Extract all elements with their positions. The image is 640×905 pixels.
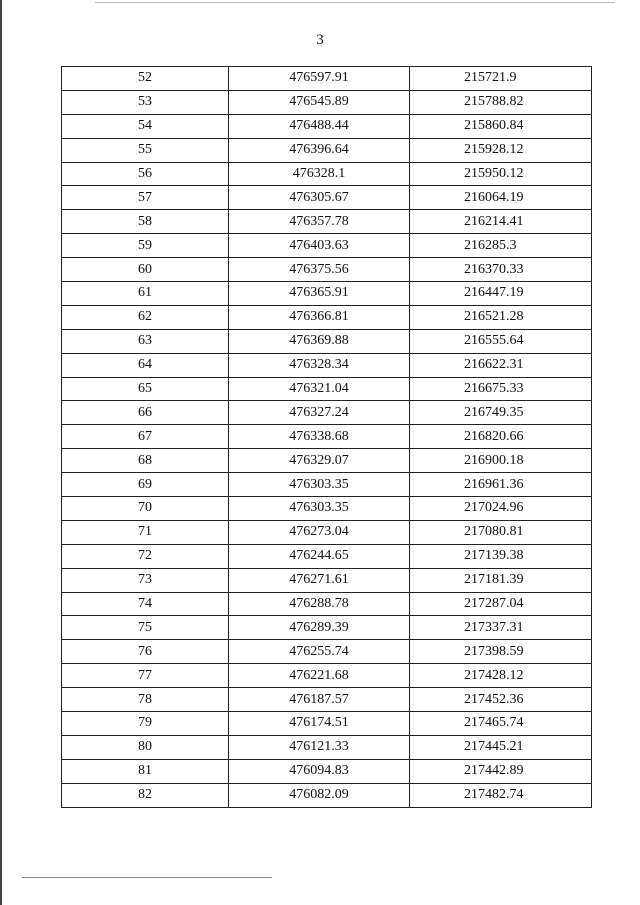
coordinates-table-body: [62, 67, 592, 808]
x-coordinate-cell: 476545.89: [229, 90, 410, 114]
x-coordinate-cell: 476289.39: [229, 616, 410, 640]
table-row: [62, 90, 592, 114]
point-number-cell: 71: [62, 520, 229, 544]
x-coordinate-cell: 476375.56: [229, 258, 410, 282]
table-row: [62, 210, 592, 234]
point-number-cell: 53: [62, 90, 229, 114]
y-coordinate-cell: 215721.9: [410, 67, 592, 91]
point-number-cell: 56: [62, 162, 229, 186]
y-coordinate-cell: 217024.96: [410, 497, 592, 521]
table-row: [62, 664, 592, 688]
table-row: [62, 497, 592, 521]
point-number-cell: 81: [62, 759, 229, 783]
table-row: [62, 783, 592, 807]
point-number-cell: 57: [62, 186, 229, 210]
y-coordinate-cell: 217139.38: [410, 544, 592, 568]
point-number-cell: 68: [62, 449, 229, 473]
y-coordinate-cell: 217442.89: [410, 759, 592, 783]
point-number-cell: 77: [62, 664, 229, 688]
y-coordinate-cell: 217181.39: [410, 568, 592, 592]
x-coordinate-cell: 476187.57: [229, 688, 410, 712]
y-coordinate-cell: 216285.3: [410, 234, 592, 258]
top-rule: [95, 2, 615, 3]
y-coordinate-cell: 215928.12: [410, 138, 592, 162]
table-row: [62, 186, 592, 210]
y-coordinate-cell: 216820.66: [410, 425, 592, 449]
point-number-cell: 75: [62, 616, 229, 640]
x-coordinate-cell: 476273.04: [229, 520, 410, 544]
table-row: [62, 162, 592, 186]
table-row: [62, 568, 592, 592]
point-number-cell: 55: [62, 138, 229, 162]
x-coordinate-cell: 476303.35: [229, 473, 410, 497]
x-coordinate-cell: 476303.35: [229, 497, 410, 521]
table-row: [62, 138, 592, 162]
point-number-cell: 64: [62, 353, 229, 377]
y-coordinate-cell: 216521.28: [410, 305, 592, 329]
table-row: [62, 114, 592, 138]
y-coordinate-cell: 216555.64: [410, 329, 592, 353]
page-left-edge: [0, 0, 2, 905]
x-coordinate-cell: 476328.34: [229, 353, 410, 377]
point-number-cell: 78: [62, 688, 229, 712]
x-coordinate-cell: 476244.65: [229, 544, 410, 568]
point-number-cell: 52: [62, 67, 229, 91]
coordinates-table: [61, 66, 592, 808]
point-number-cell: 73: [62, 568, 229, 592]
y-coordinate-cell: 217080.81: [410, 520, 592, 544]
table-row: [62, 353, 592, 377]
y-coordinate-cell: 216370.33: [410, 258, 592, 282]
x-coordinate-cell: 476357.78: [229, 210, 410, 234]
y-coordinate-cell: 217482.74: [410, 783, 592, 807]
table-row: [62, 592, 592, 616]
table-row: [62, 473, 592, 497]
table-row: [62, 234, 592, 258]
x-coordinate-cell: 476369.88: [229, 329, 410, 353]
y-coordinate-cell: 216900.18: [410, 449, 592, 473]
y-coordinate-cell: 216447.19: [410, 282, 592, 306]
page-number: 3: [316, 32, 324, 48]
y-coordinate-cell: 217445.21: [410, 735, 592, 759]
y-coordinate-cell: 217398.59: [410, 640, 592, 664]
table-row: [62, 544, 592, 568]
point-number-cell: 70: [62, 497, 229, 521]
table-row: [62, 735, 592, 759]
point-number-cell: 76: [62, 640, 229, 664]
y-coordinate-cell: 215950.12: [410, 162, 592, 186]
y-coordinate-cell: 217287.04: [410, 592, 592, 616]
x-coordinate-cell: 476288.78: [229, 592, 410, 616]
x-coordinate-cell: 476403.63: [229, 234, 410, 258]
table-row: [62, 640, 592, 664]
x-coordinate-cell: 476327.24: [229, 401, 410, 425]
x-coordinate-cell: 476488.44: [229, 114, 410, 138]
table-row: [62, 67, 592, 91]
x-coordinate-cell: 476082.09: [229, 783, 410, 807]
point-number-cell: 82: [62, 783, 229, 807]
y-coordinate-cell: 216749.35: [410, 401, 592, 425]
table-row: [62, 759, 592, 783]
x-coordinate-cell: 476321.04: [229, 377, 410, 401]
x-coordinate-cell: 476328.1: [229, 162, 410, 186]
y-coordinate-cell: 216622.31: [410, 353, 592, 377]
y-coordinate-cell: 217337.31: [410, 616, 592, 640]
point-number-cell: 74: [62, 592, 229, 616]
x-coordinate-cell: 476094.83: [229, 759, 410, 783]
table-row: [62, 425, 592, 449]
point-number-cell: 59: [62, 234, 229, 258]
bottom-rule: [22, 877, 272, 878]
x-coordinate-cell: 476174.51: [229, 712, 410, 736]
table-row: [62, 688, 592, 712]
x-coordinate-cell: 476329.07: [229, 449, 410, 473]
x-coordinate-cell: 476597.91: [229, 67, 410, 91]
point-number-cell: 58: [62, 210, 229, 234]
y-coordinate-cell: 217465.74: [410, 712, 592, 736]
y-coordinate-cell: 215860.84: [410, 114, 592, 138]
point-number-cell: 72: [62, 544, 229, 568]
point-number-cell: 54: [62, 114, 229, 138]
table-row: [62, 449, 592, 473]
y-coordinate-cell: 216961.36: [410, 473, 592, 497]
point-number-cell: 60: [62, 258, 229, 282]
x-coordinate-cell: 476221.68: [229, 664, 410, 688]
y-coordinate-cell: 217428.12: [410, 664, 592, 688]
table-row: [62, 520, 592, 544]
table-row: [62, 401, 592, 425]
table-row: [62, 377, 592, 401]
y-coordinate-cell: 216214.41: [410, 210, 592, 234]
x-coordinate-cell: 476366.81: [229, 305, 410, 329]
point-number-cell: 66: [62, 401, 229, 425]
point-number-cell: 65: [62, 377, 229, 401]
x-coordinate-cell: 476255.74: [229, 640, 410, 664]
point-number-cell: 61: [62, 282, 229, 306]
y-coordinate-cell: 216675.33: [410, 377, 592, 401]
table-row: [62, 282, 592, 306]
point-number-cell: 67: [62, 425, 229, 449]
table-row: [62, 305, 592, 329]
point-number-cell: 80: [62, 735, 229, 759]
y-coordinate-cell: 217452.36: [410, 688, 592, 712]
x-coordinate-cell: 476396.64: [229, 138, 410, 162]
x-coordinate-cell: 476121.33: [229, 735, 410, 759]
table-row: [62, 329, 592, 353]
x-coordinate-cell: 476271.61: [229, 568, 410, 592]
point-number-cell: 62: [62, 305, 229, 329]
x-coordinate-cell: 476338.68: [229, 425, 410, 449]
x-coordinate-cell: 476365.91: [229, 282, 410, 306]
point-number-cell: 69: [62, 473, 229, 497]
table-row: [62, 616, 592, 640]
y-coordinate-cell: 216064.19: [410, 186, 592, 210]
table-row: [62, 258, 592, 282]
point-number-cell: 63: [62, 329, 229, 353]
table-row: [62, 712, 592, 736]
x-coordinate-cell: 476305.67: [229, 186, 410, 210]
point-number-cell: 79: [62, 712, 229, 736]
y-coordinate-cell: 215788.82: [410, 90, 592, 114]
